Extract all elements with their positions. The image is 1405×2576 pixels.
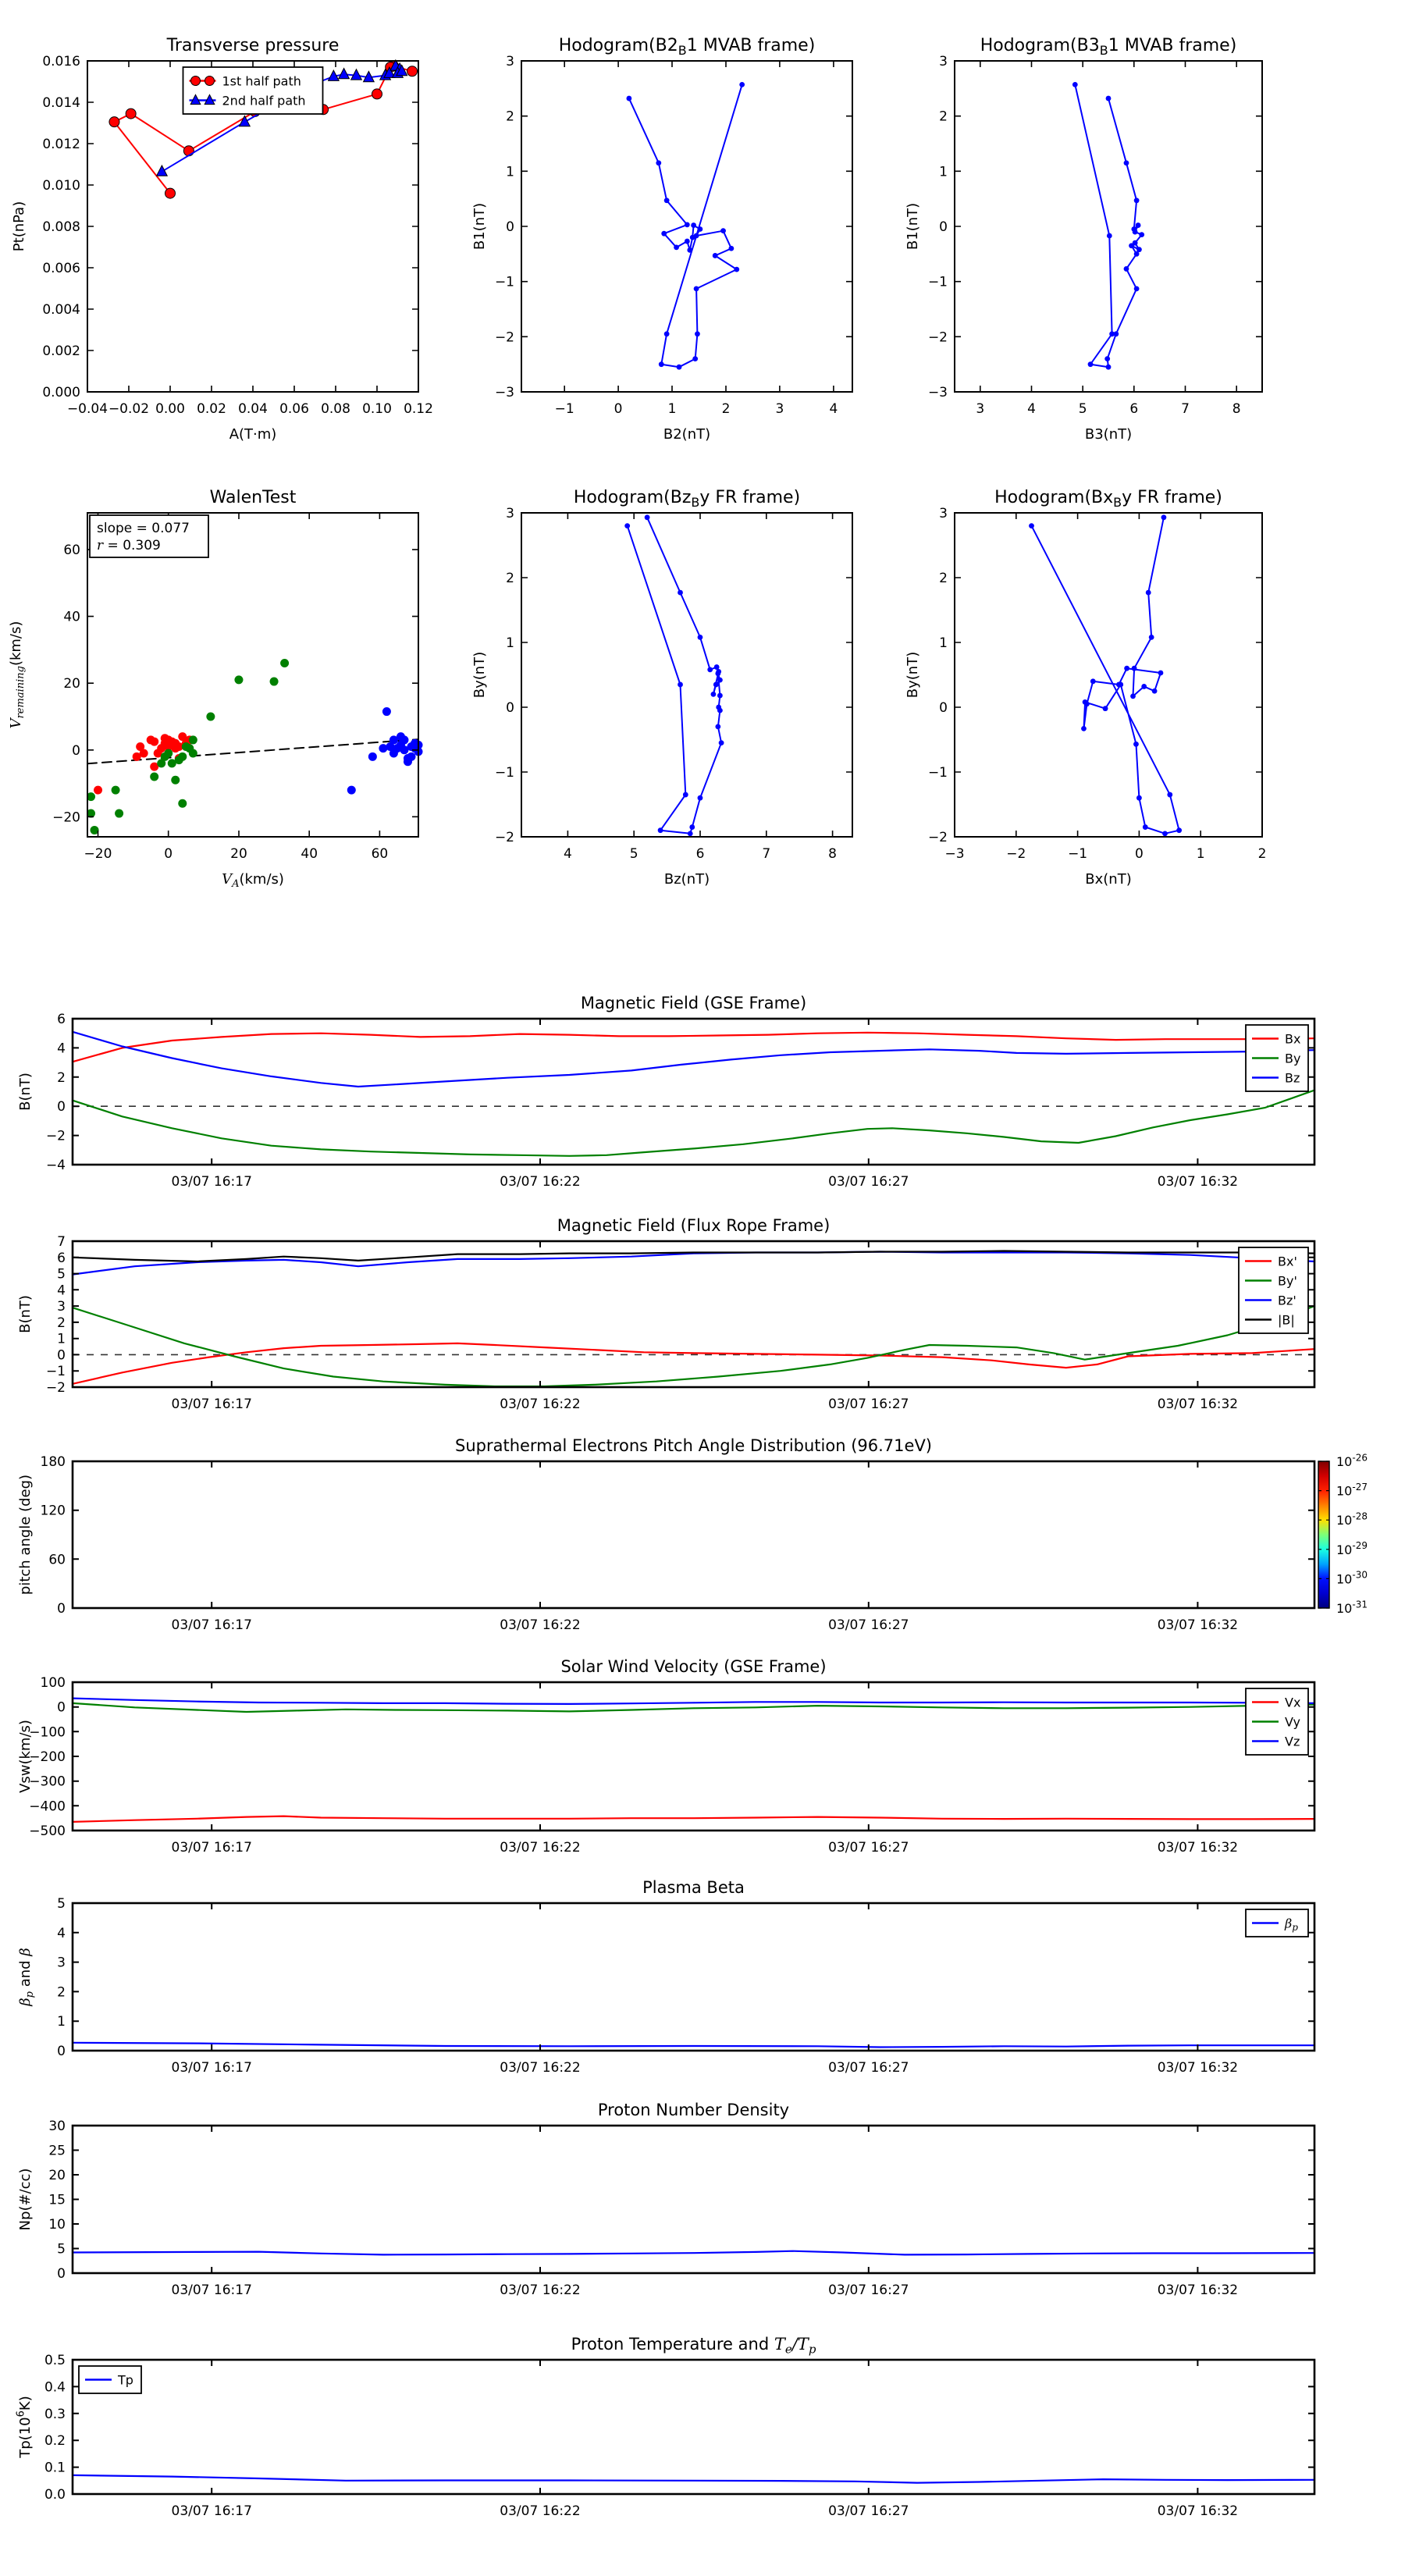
proton-density-ytick-label: 5 bbox=[57, 2241, 66, 2258]
hodogram-bx-by-xtick-label: 2 bbox=[1257, 846, 1267, 862]
walen-test-ytick-label: 60 bbox=[63, 543, 80, 559]
hodogram-bx-by-xtick-label: −3 bbox=[944, 846, 965, 862]
proton-temperature-legend-label: Tp bbox=[118, 2372, 133, 2388]
hodogram-b3-b1-ytick-label: 2 bbox=[939, 109, 948, 125]
hodogram-bz-by-axes bbox=[521, 513, 852, 837]
magnetic-field-fr-ytick-label: 4 bbox=[57, 1283, 66, 1299]
hodogram-b2-b1-ytick-label: 1 bbox=[506, 164, 514, 180]
solar-wind-velocity-series-Vz bbox=[73, 1699, 1314, 1704]
transverse-pressure-ytick-label: 0.000 bbox=[42, 385, 80, 400]
proton-density-xtick-label: 03/07 16:27 bbox=[828, 2282, 909, 2298]
plasma-beta-legend-label: $\beta_p$ bbox=[1285, 1916, 1298, 1934]
hodogram-bx-by-xtick-label: 0 bbox=[1134, 846, 1144, 862]
proton-density-ylabel: Np(#/cc) bbox=[17, 2168, 34, 2231]
magnetic-field-fr-title: Magnetic Field (Flux Rope Frame) bbox=[557, 1216, 831, 1235]
transverse-pressure-ytick-label: 0.016 bbox=[42, 54, 80, 69]
proton-density-ytick-label: 30 bbox=[48, 2119, 66, 2134]
hodogram-b2-b1-ytick-label: −3 bbox=[494, 385, 514, 400]
transverse-pressure-legend-label: 1st half path bbox=[222, 73, 301, 89]
proton-density-xtick-label: 03/07 16:22 bbox=[500, 2282, 581, 2298]
hodogram-bz-by-series-hodogram-path bbox=[628, 518, 721, 834]
solar-wind-velocity-ytick-label: −500 bbox=[29, 1823, 66, 1839]
hodogram-b2-b1-ytick-label: 0 bbox=[506, 219, 514, 235]
hodogram-bx-by-ytick-label: −1 bbox=[927, 765, 948, 781]
walen-test-xtick-label: 60 bbox=[371, 846, 389, 862]
magnetic-field-gse-ylabel: B(nT) bbox=[17, 1073, 34, 1111]
magnetic-field-fr-ytick-label: 5 bbox=[57, 1266, 66, 1283]
solar-wind-velocity-title: Solar Wind Velocity (GSE Frame) bbox=[560, 1657, 827, 1676]
hodogram-b2-b1-xtick-label: 1 bbox=[667, 401, 677, 417]
hodogram-bz-by-ytick-label: 1 bbox=[506, 635, 514, 651]
chart-proton-temperature bbox=[15, 2335, 1314, 2519]
electron-pad-colorbar-label: $10^{-29}$ bbox=[1336, 1540, 1368, 1557]
hodogram-b2-b1-ylabel: B1(nT) bbox=[471, 202, 488, 251]
chart-hodogram-b3-b1 bbox=[905, 36, 1262, 443]
hodogram-b3-b1-xtick-label: 6 bbox=[1129, 401, 1139, 417]
walen-test-ylabel: $V_{remaining}(km/s)$ bbox=[8, 621, 27, 729]
electron-pad-ytick-label: 120 bbox=[40, 1503, 66, 1519]
electron-pad-colorbar-label: $10^{-27}$ bbox=[1336, 1481, 1368, 1499]
hodogram-bx-by-xtick-label: −2 bbox=[1006, 846, 1026, 862]
proton-density-ytick-label: 20 bbox=[48, 2168, 66, 2183]
electron-pad-colorbar-label: $10^{-31}$ bbox=[1336, 1599, 1368, 1616]
hodogram-b3-b1-ticks bbox=[928, 54, 1262, 417]
magnetic-field-gse-axes bbox=[73, 1019, 1314, 1165]
walen-test-ytick-label: 20 bbox=[63, 676, 80, 692]
hodogram-b2-b1-markers-hodogram-path bbox=[626, 82, 745, 370]
magnetic-field-fr-xtick-label: 03/07 16:17 bbox=[171, 1397, 252, 1412]
solar-wind-velocity-ylabel: Vsw(km/s) bbox=[17, 1720, 34, 1793]
magnetic-field-gse-xtick-label: 03/07 16:27 bbox=[828, 1174, 909, 1190]
proton-temperature-ytick-label: 0.1 bbox=[44, 2460, 66, 2476]
electron-pad-ticks bbox=[41, 1454, 1314, 1633]
plasma-beta-axes bbox=[73, 1903, 1314, 2051]
transverse-pressure-xtick-label: −0.04 bbox=[66, 401, 108, 417]
transverse-pressure-legend bbox=[183, 67, 323, 114]
magnetic-field-fr-series-By-prime bbox=[73, 1306, 1314, 1386]
walen-test-axes bbox=[87, 513, 418, 837]
hodogram-b3-b1-ylabel: B1(nT) bbox=[905, 202, 921, 251]
chart-hodogram-bz-by bbox=[471, 488, 852, 888]
magnetic-field-fr-ytick-label: 6 bbox=[57, 1250, 66, 1266]
hodogram-b3-b1-xtick-label: 3 bbox=[976, 401, 985, 417]
magnetic-field-fr-legend-label: Bz' bbox=[1278, 1293, 1297, 1308]
hodogram-b2-b1-ytick-label: −2 bbox=[494, 329, 514, 346]
walen-test-annotation-line: slope = 0.077 bbox=[97, 521, 190, 536]
transverse-pressure-ytick-label: 0.004 bbox=[42, 302, 80, 318]
magnetic-field-gse-legend-label: Bz bbox=[1285, 1070, 1300, 1086]
hodogram-bx-by-xtick-label: −1 bbox=[1068, 846, 1088, 862]
hodogram-b2-b1-ticks bbox=[495, 54, 852, 417]
hodogram-b3-b1-xtick-label: 8 bbox=[1232, 401, 1241, 417]
walen-test-title: WalenTest bbox=[209, 488, 297, 507]
magnetic-field-fr-legend-label: By' bbox=[1278, 1273, 1297, 1289]
magnetic-field-fr-legend-label: |B| bbox=[1278, 1312, 1295, 1328]
plasma-beta-xtick-label: 03/07 16:17 bbox=[171, 2060, 252, 2076]
magnetic-field-gse-title: Magnetic Field (GSE Frame) bbox=[580, 994, 807, 1012]
magnetic-field-fr-xtick-label: 03/07 16:32 bbox=[1157, 1397, 1239, 1412]
hodogram-bz-by-xtick-label: 6 bbox=[695, 846, 705, 862]
hodogram-bz-by-xtick-label: 5 bbox=[629, 846, 638, 862]
plasma-beta-series-beta-p bbox=[73, 2043, 1314, 2048]
magnetic-field-gse-ytick-label: −2 bbox=[45, 1128, 66, 1144]
hodogram-bz-by-xtick-label: 4 bbox=[563, 846, 572, 862]
proton-temperature-ytick-label: 0.0 bbox=[44, 2487, 66, 2503]
chart-electron-pad bbox=[17, 1436, 1368, 1633]
chart-magnetic-field-fr bbox=[17, 1216, 1314, 1412]
hodogram-b2-b1-xtick-label: 4 bbox=[829, 401, 838, 417]
plasma-beta-xtick-label: 03/07 16:32 bbox=[1157, 2060, 1239, 2076]
chart-walen-test bbox=[8, 488, 423, 890]
electron-pad-xtick-label: 03/07 16:32 bbox=[1157, 1617, 1239, 1633]
hodogram-bz-by-title: $Hodogram(Bz_By$ FR frame) bbox=[573, 488, 801, 510]
hodogram-bz-by-xlabel: Bz(nT) bbox=[663, 871, 710, 888]
proton-temperature-axes bbox=[73, 2360, 1314, 2494]
electron-pad-xtick-label: 03/07 16:27 bbox=[828, 1617, 909, 1633]
magnetic-field-fr-ytick-label: 3 bbox=[57, 1299, 66, 1315]
walen-test-markers-scatter-blue bbox=[347, 707, 423, 795]
hodogram-bx-by-series-hodogram-path bbox=[1032, 518, 1179, 834]
transverse-pressure-xtick-label: 0.08 bbox=[321, 401, 350, 417]
hodogram-bz-by-xtick-label: 7 bbox=[762, 846, 771, 862]
transverse-pressure-ytick-label: 0.014 bbox=[42, 95, 80, 111]
hodogram-b2-b1-xtick-label: 0 bbox=[614, 401, 623, 417]
proton-density-ytick-label: 25 bbox=[48, 2143, 66, 2159]
transverse-pressure-xtick-label: 0.06 bbox=[279, 401, 309, 417]
magnetic-field-gse-ytick-label: −4 bbox=[45, 1158, 66, 1173]
transverse-pressure-legend-label: 2nd half path bbox=[222, 93, 306, 109]
magnetic-field-fr-ytick-label: 0 bbox=[57, 1347, 66, 1364]
hodogram-bx-by-markers-hodogram-path bbox=[1029, 514, 1182, 836]
magnetic-field-gse-legend bbox=[1246, 1025, 1308, 1091]
electron-pad-xtick-label: 03/07 16:17 bbox=[171, 1617, 252, 1633]
plasma-beta-xtick-label: 03/07 16:27 bbox=[828, 2060, 909, 2076]
hodogram-b3-b1-ytick-label: 3 bbox=[939, 54, 948, 69]
magnetic-field-gse-series-Bx bbox=[73, 1033, 1314, 1062]
electron-pad-ylabel: pitch angle (deg) bbox=[17, 1474, 34, 1596]
magnetic-field-gse-xtick-label: 03/07 16:17 bbox=[171, 1174, 252, 1190]
plasma-beta-ytick-label: 4 bbox=[57, 1925, 66, 1941]
chart-proton-density bbox=[17, 2101, 1314, 2298]
chart-solar-wind-velocity bbox=[17, 1657, 1314, 1856]
chart-hodogram-b2-b1 bbox=[471, 36, 852, 443]
proton-density-ytick-label: 0 bbox=[57, 2266, 66, 2282]
magnetic-field-fr-series-Bz-prime bbox=[73, 1252, 1314, 1275]
proton-temperature-xtick-label: 03/07 16:22 bbox=[500, 2503, 581, 2519]
electron-pad-colorbar-label: $10^{-26}$ bbox=[1336, 1452, 1368, 1469]
proton-density-series-Np bbox=[73, 2251, 1314, 2255]
hodogram-bx-by-ytick-label: 1 bbox=[939, 635, 948, 651]
electron-pad-ytick-label: 60 bbox=[48, 1552, 66, 1568]
solar-wind-velocity-xtick-label: 03/07 16:22 bbox=[500, 1840, 581, 1856]
transverse-pressure-ytick-label: 0.012 bbox=[42, 137, 80, 152]
plasma-beta-ylabel: $\beta_p$ and β bbox=[17, 1948, 36, 2006]
solar-wind-velocity-axes bbox=[73, 1682, 1314, 1831]
solar-wind-velocity-ytick-label: 100 bbox=[40, 1675, 66, 1691]
solar-wind-velocity-ytick-label: −300 bbox=[29, 1774, 66, 1790]
magnetic-field-gse-series-By bbox=[73, 1091, 1314, 1156]
proton-temperature-legend bbox=[79, 2366, 141, 2393]
proton-temperature-xtick-label: 03/07 16:17 bbox=[171, 2503, 252, 2519]
magnetic-field-gse-xtick-label: 03/07 16:22 bbox=[500, 1174, 581, 1190]
proton-temperature-xtick-label: 03/07 16:32 bbox=[1157, 2503, 1239, 2519]
hodogram-b2-b1-ytick-label: −1 bbox=[494, 274, 514, 290]
electron-pad-colorbar bbox=[1318, 1452, 1368, 1616]
walen-test-annotation bbox=[90, 515, 208, 557]
solar-wind-velocity-ytick-label: −200 bbox=[29, 1749, 66, 1765]
plasma-beta-xtick-label: 03/07 16:22 bbox=[500, 2060, 581, 2076]
magnetic-field-fr-ytick-label: 1 bbox=[57, 1331, 66, 1347]
hodogram-bz-by-ylabel: By(nT) bbox=[471, 651, 488, 699]
solar-wind-velocity-legend-label: Vx bbox=[1285, 1695, 1301, 1710]
transverse-pressure-xtick-label: 0.02 bbox=[197, 401, 226, 417]
hodogram-bz-by-xtick-label: 8 bbox=[828, 846, 838, 862]
magnetic-field-fr-ytick-label: 2 bbox=[57, 1315, 66, 1331]
hodogram-b3-b1-title: $Hodogram(B3_B1$ MVAB frame) bbox=[980, 36, 1237, 58]
proton-temperature-ytick-label: 0.2 bbox=[44, 2433, 66, 2450]
hodogram-b3-b1-ytick-label: −3 bbox=[927, 385, 948, 400]
plasma-beta-ticks bbox=[57, 1896, 1314, 2076]
proton-temperature-ytick-label: 0.4 bbox=[44, 2379, 66, 2396]
magnetic-field-gse-ytick-label: 4 bbox=[57, 1041, 66, 1057]
solar-wind-velocity-xtick-label: 03/07 16:32 bbox=[1157, 1840, 1239, 1856]
transverse-pressure-ytick-label: 0.002 bbox=[42, 343, 80, 359]
magnetic-field-gse-ytick-label: 2 bbox=[57, 1069, 66, 1086]
proton-density-ticks bbox=[48, 2119, 1314, 2298]
walen-test-xtick-label: 20 bbox=[230, 846, 247, 862]
electron-pad-ytick-label: 0 bbox=[57, 1601, 66, 1617]
solar-wind-velocity-series-Vx bbox=[73, 1816, 1314, 1822]
walen-test-xlabel: $V_A(km/s)$ bbox=[222, 871, 284, 890]
solar-wind-velocity-legend-label: Vy bbox=[1285, 1714, 1300, 1730]
transverse-pressure-title: Transverse pressure bbox=[166, 36, 340, 55]
hodogram-b2-b1-ytick-label: 2 bbox=[506, 109, 514, 125]
chart-hodogram-bx-by bbox=[905, 488, 1266, 888]
walen-test-ytick-label: 0 bbox=[72, 742, 80, 759]
hodogram-b2-b1-xtick-label: 2 bbox=[721, 401, 731, 417]
walen-test-xtick-label: 0 bbox=[164, 846, 173, 862]
proton-temperature-title: Proton Temperature and $T_e/T_p$ bbox=[571, 2335, 816, 2357]
proton-density-xtick-label: 03/07 16:17 bbox=[171, 2282, 252, 2298]
hodogram-bx-by-ticks bbox=[928, 506, 1266, 862]
hodogram-b3-b1-axes bbox=[955, 61, 1262, 392]
magnetic-field-gse-legend-label: Bx bbox=[1285, 1031, 1301, 1047]
plasma-beta-ytick-label: 3 bbox=[57, 1955, 66, 1971]
plasma-beta-ytick-label: 1 bbox=[57, 2014, 66, 2030]
proton-temperature-ytick-label: 0.3 bbox=[44, 2406, 66, 2422]
electron-pad-colorbar-label: $10^{-30}$ bbox=[1336, 1569, 1368, 1587]
hodogram-b2-b1-xtick-label: 3 bbox=[775, 401, 784, 417]
magnetic-field-gse-legend-label: By bbox=[1285, 1051, 1301, 1066]
electron-pad-title: Suprathermal Electrons Pitch Angle Distribution (96.71eV) bbox=[455, 1436, 932, 1455]
magnetic-field-gse-ticks bbox=[46, 1012, 1314, 1190]
transverse-pressure-ytick-label: 0.010 bbox=[42, 178, 80, 194]
proton-temperature-xtick-label: 03/07 16:27 bbox=[828, 2503, 909, 2519]
chart-transverse-pressure bbox=[11, 36, 433, 443]
plasma-beta-legend bbox=[1246, 1909, 1308, 1937]
transverse-pressure-xtick-label: 0.12 bbox=[404, 401, 433, 417]
proton-density-xtick-label: 03/07 16:32 bbox=[1157, 2282, 1239, 2298]
magnetic-field-fr-ylabel: B(nT) bbox=[17, 1295, 34, 1333]
magnetic-field-fr-xtick-label: 03/07 16:22 bbox=[500, 1397, 581, 1412]
walen-test-ytick-label: −20 bbox=[52, 809, 80, 826]
electron-pad-colorbar-label: $10^{-28}$ bbox=[1336, 1510, 1368, 1528]
walen-test-ticks bbox=[52, 513, 418, 862]
hodogram-bx-by-ytick-label: 0 bbox=[939, 700, 948, 716]
magnetic-field-fr-axes bbox=[73, 1241, 1314, 1387]
transverse-pressure-ytick-label: 0.006 bbox=[42, 261, 80, 276]
hodogram-b3-b1-xtick-label: 7 bbox=[1181, 401, 1190, 417]
magnetic-field-gse-ytick-label: 6 bbox=[57, 1012, 66, 1027]
walen-test-ytick-label: 40 bbox=[63, 609, 80, 625]
hodogram-bx-by-xlabel: Bx(nT) bbox=[1085, 871, 1132, 888]
magnetic-field-fr-ytick-label: 7 bbox=[57, 1234, 66, 1250]
walen-test-markers-scatter-green bbox=[87, 659, 289, 834]
plasma-beta-title: Plasma Beta bbox=[642, 1878, 745, 1897]
solar-wind-velocity-ytick-label: −400 bbox=[29, 1799, 66, 1815]
hodogram-b3-b1-ytick-label: −1 bbox=[927, 274, 948, 290]
hodogram-b3-b1-ytick-label: −2 bbox=[927, 329, 948, 346]
transverse-pressure-xtick-label: 0.10 bbox=[362, 401, 392, 417]
hodogram-bz-by-ytick-label: −1 bbox=[494, 765, 514, 781]
magnetic-field-fr-legend-label: Bx' bbox=[1278, 1254, 1297, 1269]
hodogram-b2-b1-xlabel: B2(nT) bbox=[663, 426, 711, 443]
plasma-beta-ytick-label: 2 bbox=[57, 1984, 66, 2001]
hodogram-bx-by-ylabel: By(nT) bbox=[905, 651, 921, 699]
chart-plasma-beta bbox=[17, 1878, 1314, 2076]
magnetic-field-fr-legend bbox=[1239, 1247, 1308, 1333]
proton-density-ytick-label: 15 bbox=[48, 2192, 66, 2208]
hodogram-b2-b1-title: $Hodogram(B2_B1$ MVAB frame) bbox=[558, 36, 816, 58]
magnetic-field-fr-xtick-label: 03/07 16:27 bbox=[828, 1397, 909, 1412]
magnetic-field-gse-xtick-label: 03/07 16:32 bbox=[1157, 1174, 1239, 1190]
solar-wind-velocity-series-Vy bbox=[73, 1703, 1314, 1712]
walen-test-xtick-label: −20 bbox=[84, 846, 112, 862]
hodogram-bx-by-xtick-label: 1 bbox=[1196, 846, 1205, 862]
magnetic-field-fr-ytick-label: −1 bbox=[45, 1364, 66, 1380]
transverse-pressure-xlabel: A(T·m) bbox=[229, 426, 277, 443]
hodogram-bx-by-ytick-label: −2 bbox=[927, 830, 948, 845]
hodogram-b3-b1-xtick-label: 5 bbox=[1078, 401, 1087, 417]
magnetic-field-gse-ytick-label: 0 bbox=[57, 1099, 66, 1115]
hodogram-bx-by-ytick-label: 3 bbox=[939, 506, 948, 521]
electron-pad-ytick-label: 180 bbox=[40, 1454, 66, 1470]
magnetic-field-fr-ytick-label: −2 bbox=[45, 1380, 66, 1396]
hodogram-bz-by-ytick-label: 0 bbox=[506, 700, 514, 716]
electron-pad-xtick-label: 03/07 16:22 bbox=[500, 1617, 581, 1633]
transverse-pressure-xtick-label: −0.02 bbox=[108, 401, 150, 417]
hodogram-bz-by-ytick-label: 3 bbox=[506, 506, 514, 521]
transverse-pressure-ylabel: Pt(nPa) bbox=[11, 201, 27, 252]
hodogram-bx-by-ytick-label: 2 bbox=[939, 571, 948, 586]
plasma-beta-ytick-label: 0 bbox=[57, 2044, 66, 2059]
hodogram-b3-b1-series-hodogram-path bbox=[1075, 84, 1141, 367]
solar-wind-velocity-legend bbox=[1246, 1688, 1308, 1755]
transverse-pressure-xtick-label: 0.00 bbox=[155, 401, 185, 417]
hodogram-bz-by-ytick-label: −2 bbox=[494, 830, 514, 845]
transverse-pressure-xtick-label: 0.04 bbox=[238, 401, 268, 417]
hodogram-bz-by-ytick-label: 2 bbox=[506, 571, 514, 586]
hodogram-b2-b1-ytick-label: 3 bbox=[506, 54, 514, 69]
hodogram-b3-b1-xtick-label: 4 bbox=[1027, 401, 1036, 417]
solar-wind-velocity-legend-label: Vz bbox=[1285, 1734, 1300, 1749]
hodogram-bz-by-ticks bbox=[495, 506, 852, 862]
proton-density-title: Proton Number Density bbox=[597, 2101, 790, 2119]
hodogram-b2-b1-xtick-label: −1 bbox=[554, 401, 574, 417]
solar-wind-velocity-xtick-label: 03/07 16:17 bbox=[171, 1840, 252, 1856]
proton-temperature-series-Tp bbox=[73, 2475, 1314, 2483]
solar-wind-velocity-ytick-label: −100 bbox=[29, 1724, 66, 1741]
walen-test-xtick-label: 40 bbox=[301, 846, 318, 862]
hodogram-b3-b1-ytick-label: 0 bbox=[939, 219, 948, 235]
solar-wind-velocity-ytick-label: 0 bbox=[57, 1699, 66, 1716]
proton-temperature-ytick-label: 0.5 bbox=[44, 2353, 66, 2368]
hodogram-b3-b1-ytick-label: 1 bbox=[939, 164, 948, 180]
proton-temperature-ylabel: $Tp(10^6K)$ bbox=[15, 2396, 34, 2458]
hodogram-bx-by-title: $Hodogram(Bx_By$ FR frame) bbox=[994, 488, 1222, 510]
chart-magnetic-field-gse bbox=[17, 994, 1314, 1190]
solar-wind-velocity-xtick-label: 03/07 16:27 bbox=[828, 1840, 909, 1856]
transverse-pressure-ytick-label: 0.008 bbox=[42, 219, 80, 235]
walen-test-annotation-line: r = 0.309 bbox=[97, 538, 161, 553]
hodogram-b3-b1-xlabel: B3(nT) bbox=[1084, 426, 1133, 443]
plasma-beta-ytick-label: 5 bbox=[57, 1896, 66, 1912]
proton-density-ytick-label: 10 bbox=[48, 2217, 66, 2233]
electron-pad-axes bbox=[73, 1461, 1314, 1608]
